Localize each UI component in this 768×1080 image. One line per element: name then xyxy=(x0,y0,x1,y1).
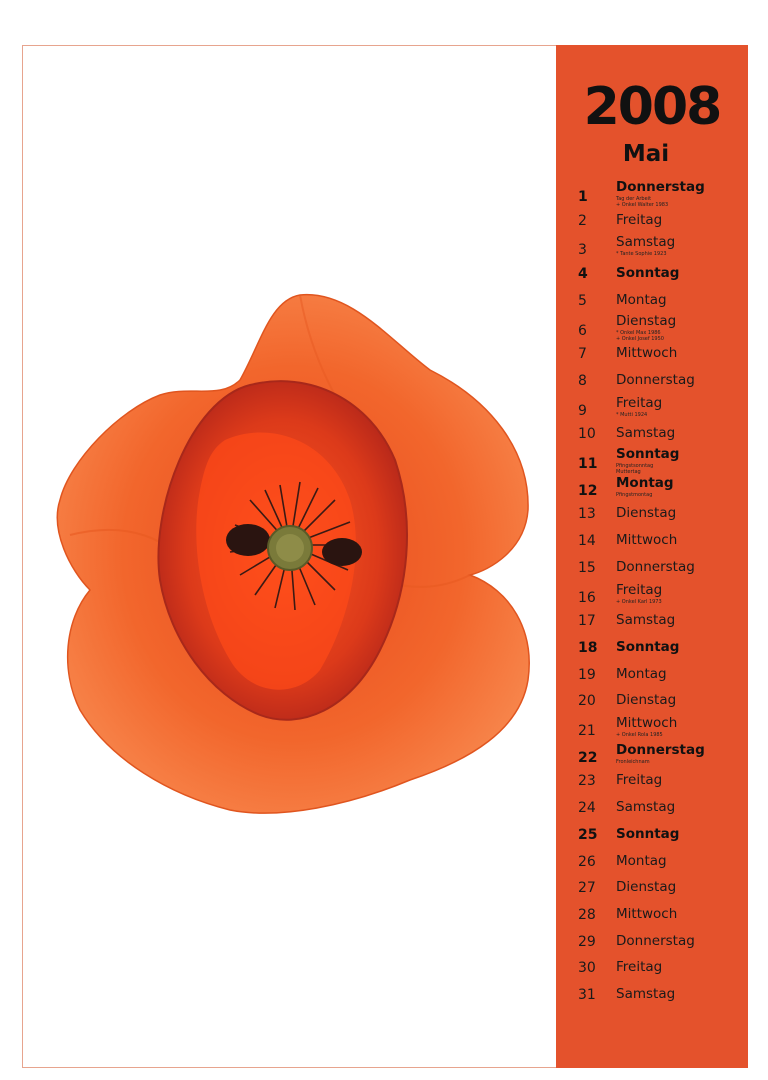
day-number: 2 xyxy=(578,212,587,229)
day-name: Sonntag xyxy=(616,446,680,462)
day-row xyxy=(556,771,748,797)
day-note: * Tante Sophie 1923 xyxy=(616,251,667,258)
day-name: Samstag xyxy=(616,799,676,816)
day-row xyxy=(556,234,748,263)
day-name: Samstag xyxy=(616,986,676,1002)
day-name: Donnerstag xyxy=(616,932,695,949)
day-number: 14 xyxy=(578,533,596,550)
day-row xyxy=(556,394,748,424)
day-name: Montag xyxy=(616,665,667,682)
day-number: 18 xyxy=(578,639,598,656)
day-number: 27 xyxy=(578,880,596,897)
day-number: 21 xyxy=(578,723,596,739)
day-name: Freitag xyxy=(616,772,663,789)
day-number: 5 xyxy=(578,292,587,309)
day-number: 25 xyxy=(578,826,598,843)
day-number: 22 xyxy=(578,749,598,766)
day-row xyxy=(556,905,748,931)
day-number: 24 xyxy=(578,800,596,817)
day-note: Pfingstsonntag xyxy=(616,463,654,469)
day-number: 31 xyxy=(578,987,596,1003)
day-number: 28 xyxy=(578,906,596,923)
day-name: Dienstag xyxy=(616,505,677,522)
day-number: 17 xyxy=(578,613,596,630)
day-row xyxy=(556,878,748,904)
day-name: Dienstag xyxy=(616,312,677,329)
day-number: 23 xyxy=(578,773,596,790)
day-name: Montag xyxy=(616,474,674,491)
day-name: Freitag xyxy=(616,959,663,976)
day-number: 20 xyxy=(578,693,596,710)
day-row xyxy=(556,985,748,1011)
day-note: + Onkel Josef 1950 xyxy=(616,335,664,342)
day-name: Donnerstag xyxy=(616,371,695,388)
day-row xyxy=(556,531,748,557)
day-name: Samstag xyxy=(616,234,676,251)
day-row xyxy=(556,958,748,984)
day-note: Fronleichnam xyxy=(616,758,650,765)
day-number: 29 xyxy=(578,933,596,950)
day-row xyxy=(556,474,748,504)
day-number: 26 xyxy=(578,853,596,870)
day-row xyxy=(556,581,748,611)
day-row xyxy=(556,691,748,717)
day-name: Mittwoch xyxy=(616,715,678,731)
day-row xyxy=(556,371,748,397)
day-note: Tag der Arbeit xyxy=(616,196,652,202)
day-name: Freitag xyxy=(616,211,663,228)
day-row xyxy=(556,715,748,744)
day-row xyxy=(556,211,748,237)
day-note: + Onkel Karl 1973 xyxy=(616,598,662,605)
day-number: 15 xyxy=(578,559,596,576)
day-number: 1 xyxy=(578,189,588,205)
day-row xyxy=(556,665,748,691)
day-note: + Onkel Walter 1983 xyxy=(616,202,669,208)
day-row xyxy=(556,446,748,477)
day-number: 13 xyxy=(578,506,596,523)
day-name: Sonntag xyxy=(616,265,680,282)
day-name: Dienstag xyxy=(616,879,677,896)
day-name: Donnerstag xyxy=(616,558,695,575)
day-number: 11 xyxy=(578,456,598,472)
day-number: 9 xyxy=(578,402,587,419)
day-number: 3 xyxy=(578,242,587,259)
day-name: Montag xyxy=(616,852,667,869)
day-number: 6 xyxy=(578,322,587,339)
day-note: Pfingstmontag xyxy=(616,491,653,498)
day-row xyxy=(556,825,748,851)
day-row xyxy=(556,179,748,210)
day-name: Montag xyxy=(616,291,667,308)
day-number: 19 xyxy=(578,666,596,683)
day-row xyxy=(556,611,748,637)
day-note: * Mutti 1924 xyxy=(616,411,648,418)
day-name: Samstag xyxy=(616,425,676,442)
day-row xyxy=(556,344,748,370)
day-row xyxy=(556,558,748,584)
day-number: 7 xyxy=(578,346,587,363)
day-row xyxy=(556,798,748,824)
day-number: 4 xyxy=(578,266,588,283)
day-name: Mittwoch xyxy=(616,345,678,362)
day-name: Freitag xyxy=(616,394,663,411)
poppy-flower-image xyxy=(50,290,535,820)
day-number: 8 xyxy=(578,372,587,389)
day-row xyxy=(556,741,748,771)
day-number: 10 xyxy=(578,426,596,443)
calendar-month: Mai xyxy=(622,141,670,167)
day-row xyxy=(556,504,748,530)
day-note: + Onkel Rola 1985 xyxy=(616,732,663,738)
day-name: Donnerstag xyxy=(616,741,705,758)
day-name: Freitag xyxy=(616,581,663,598)
day-row xyxy=(556,852,748,878)
day-number: 16 xyxy=(578,589,596,606)
day-row xyxy=(556,638,748,664)
day-name: Mittwoch xyxy=(616,905,678,922)
day-name: Donnerstag xyxy=(616,179,705,195)
day-number: 30 xyxy=(578,960,596,977)
day-name: Sonntag xyxy=(616,638,680,655)
calendar-year: 2008 xyxy=(583,77,721,137)
day-number: 12 xyxy=(578,482,598,499)
day-note: Muttertag xyxy=(616,469,641,475)
day-row xyxy=(556,312,748,344)
day-name: Sonntag xyxy=(616,825,680,842)
day-note: * Onkel Max 1986 xyxy=(616,329,661,336)
calendar-day-panel xyxy=(556,45,748,1068)
day-name: Dienstag xyxy=(616,692,677,709)
day-name: Samstag xyxy=(616,612,676,629)
day-row xyxy=(556,264,748,290)
day-name: Mittwoch xyxy=(616,532,678,549)
day-row xyxy=(556,932,748,958)
